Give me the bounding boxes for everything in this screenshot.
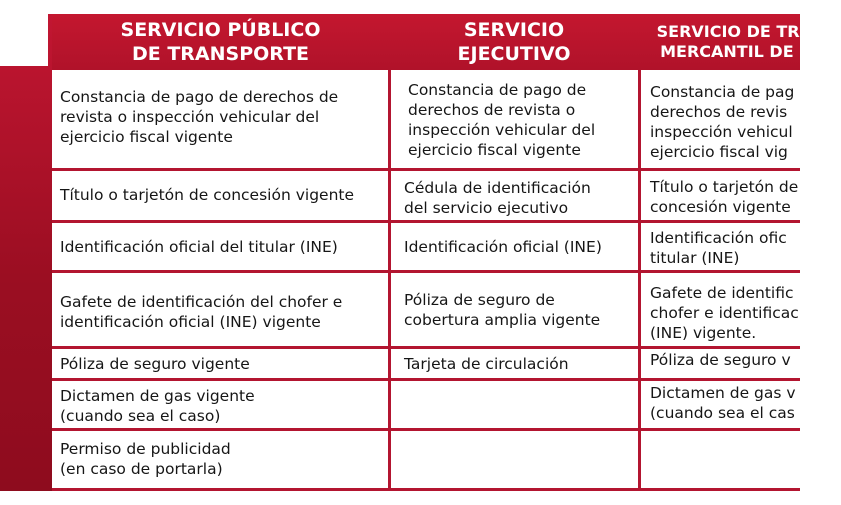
cell-line: Póliza de seguro vigente bbox=[60, 355, 250, 373]
cell-r4-c2 bbox=[404, 290, 634, 330]
row-divider bbox=[52, 378, 800, 381]
header-line: SERVICIO bbox=[463, 19, 565, 41]
cell-r3-c1 bbox=[60, 237, 338, 257]
cell-line: ejercicio fiscal vig bbox=[650, 143, 788, 161]
cell-line: inspección vehicul bbox=[650, 123, 793, 141]
cell-r6-c1 bbox=[60, 386, 255, 426]
cell-line: inspección vehicular del bbox=[408, 121, 596, 139]
row-divider bbox=[52, 428, 800, 431]
cell-line: Gafete de identific bbox=[650, 284, 794, 302]
cell-r3-c2 bbox=[404, 237, 634, 257]
cell-line: Dictamen de gas vigente bbox=[60, 387, 255, 405]
cell-r5-c1 bbox=[60, 354, 250, 374]
cell-line: concesión vigente bbox=[650, 198, 791, 216]
cell-line: (en caso de portarla) bbox=[60, 460, 223, 478]
cell-line: Cédula de identificación bbox=[404, 179, 591, 197]
cell-line: Dictamen de gas v bbox=[650, 384, 796, 402]
cell-r4-c3 bbox=[650, 283, 800, 343]
cell-r6-c3 bbox=[650, 383, 800, 423]
header-line: DE TRANSPORTE bbox=[131, 43, 310, 65]
header-servicio-ejecutivo bbox=[390, 14, 638, 70]
cell-line: revista o inspección vehicular del bbox=[60, 108, 320, 126]
cell-line: ejercicio fiscal vigente bbox=[60, 128, 233, 146]
row-divider bbox=[52, 168, 800, 171]
cell-line: Identificación ofic bbox=[650, 229, 787, 247]
cell-r2-c2 bbox=[404, 178, 634, 218]
cell-line: Constancia de pago de bbox=[408, 81, 587, 99]
cell-line: Póliza de seguro v bbox=[650, 351, 791, 369]
cell-line: Gafete de identificación del chofer e bbox=[60, 293, 343, 311]
cell-line: Título o tarjetón de concesión vigente bbox=[60, 186, 355, 204]
cell-r4-c1 bbox=[60, 292, 342, 332]
header-line: MERCANTIL DE PE bbox=[660, 42, 822, 61]
header-line: EJECUTIVO bbox=[457, 43, 571, 65]
cell-r2-c1 bbox=[60, 185, 354, 205]
cell-r2-c3 bbox=[650, 177, 800, 217]
cell-r1-c3 bbox=[650, 82, 800, 162]
cell-line: Constancia de pago de derechos de bbox=[60, 88, 339, 106]
cell-line: Identificación oficial del titular (INE) bbox=[60, 238, 338, 256]
cell-line: Constancia de pag bbox=[650, 83, 795, 101]
cell-line: (cuando sea el caso) bbox=[60, 407, 221, 425]
row-divider bbox=[52, 346, 800, 349]
cell-line: derechos de revista o bbox=[408, 101, 576, 119]
cell-line: identificación oficial (INE) vigente bbox=[60, 313, 321, 331]
table-header bbox=[52, 14, 826, 70]
row-divider bbox=[52, 220, 800, 223]
cell-r5-c2 bbox=[404, 354, 634, 374]
header-servicio-mercantil bbox=[641, 14, 841, 70]
cell-line: cobertura amplia vigente bbox=[404, 311, 601, 329]
cell-line: Tarjeta de circulación bbox=[404, 355, 569, 373]
header-corner-blank bbox=[0, 14, 48, 66]
cell-line: derechos de revis bbox=[650, 103, 788, 121]
cell-r7-c1 bbox=[60, 439, 231, 479]
cell-line: Permiso de publicidad bbox=[60, 440, 231, 458]
header-servicio-publico bbox=[52, 14, 389, 70]
cell-line: Título o tarjetón de bbox=[650, 178, 799, 196]
cell-line: titular (INE) bbox=[650, 249, 740, 267]
table-body bbox=[52, 70, 800, 491]
row-divider bbox=[52, 488, 800, 491]
header-line: SERVICIO DE TRAN bbox=[656, 22, 826, 41]
cell-line: (cuando sea el cas bbox=[650, 404, 795, 422]
left-accent-bar bbox=[0, 14, 52, 491]
cell-line: ejercicio fiscal vigente bbox=[408, 141, 581, 159]
cell-line: Identificación oficial (INE) bbox=[404, 238, 602, 256]
cell-line: chofer e identificac bbox=[650, 304, 799, 322]
row-divider bbox=[52, 270, 800, 273]
cell-r3-c3 bbox=[650, 228, 800, 268]
cell-line: (INE) vigente. bbox=[650, 324, 757, 342]
header-line: SERVICIO PÚBLICO bbox=[120, 19, 321, 41]
cell-r1-c1 bbox=[60, 87, 338, 147]
cell-line: Póliza de seguro de bbox=[404, 291, 555, 309]
cell-r5-c3 bbox=[650, 350, 800, 370]
cell-line: del servicio ejecutivo bbox=[404, 199, 569, 217]
cell-r1-c2 bbox=[408, 80, 634, 160]
